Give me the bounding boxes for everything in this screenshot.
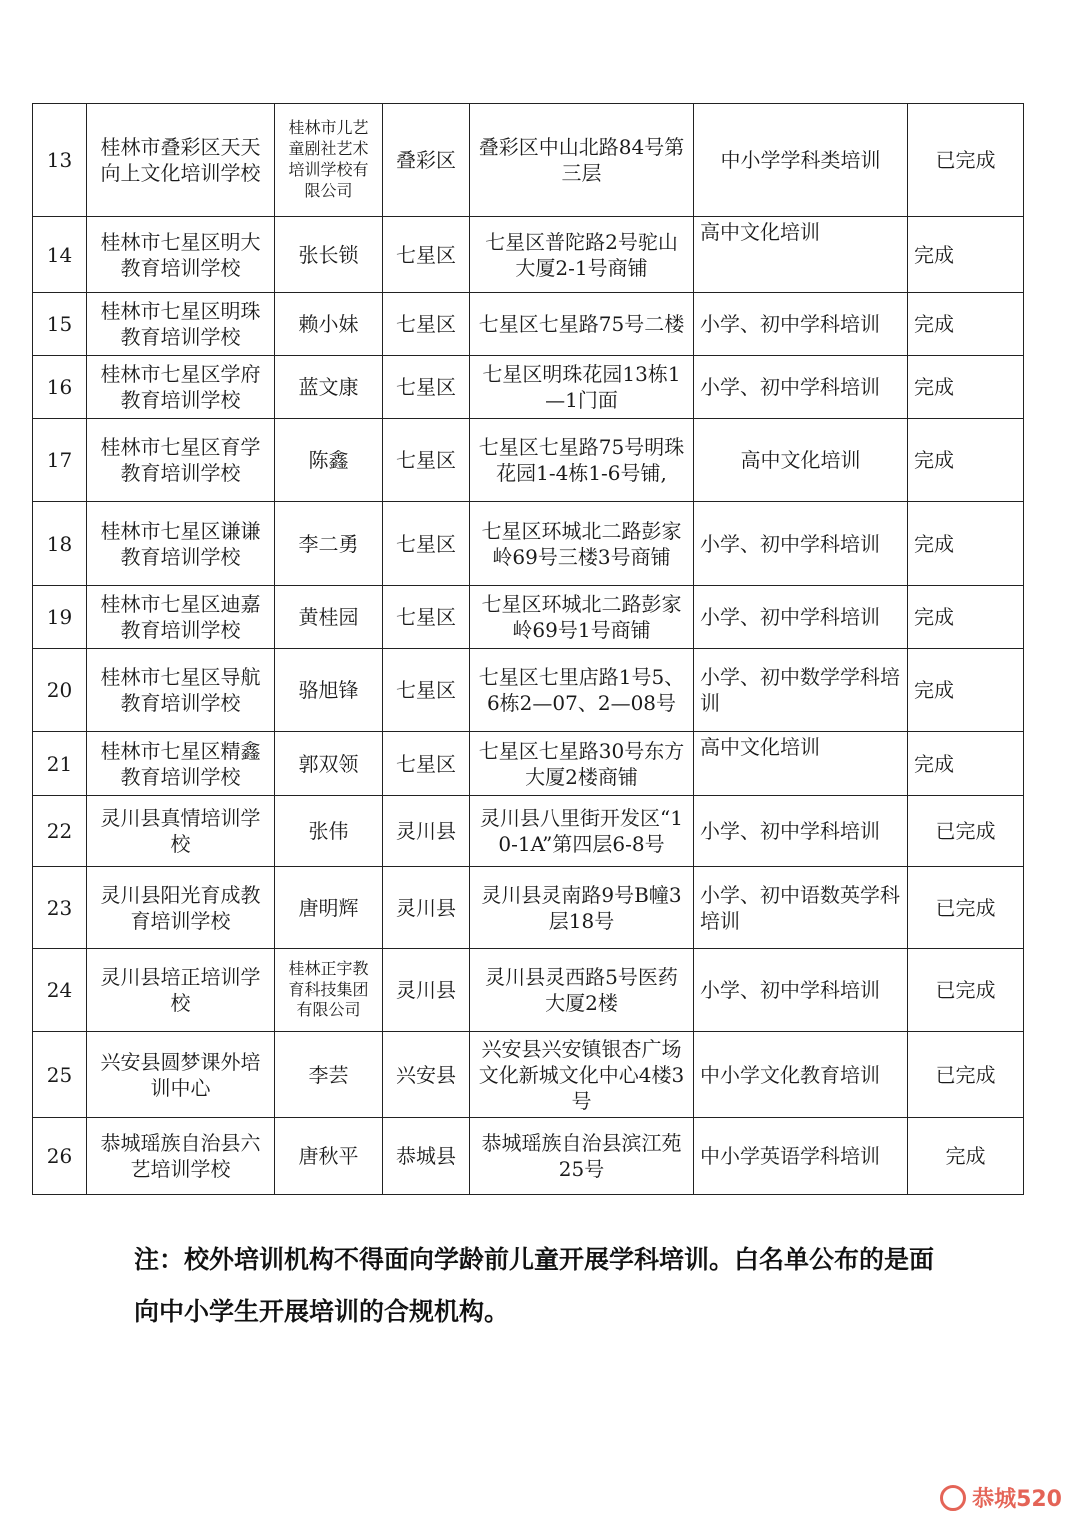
district: 七星区 bbox=[383, 356, 470, 419]
district: 七星区 bbox=[383, 217, 470, 293]
institution-name: 桂林市七星区精鑫教育培训学校 bbox=[87, 732, 275, 796]
institution-name: 桂林市七星区导航教育培训学校 bbox=[87, 649, 275, 732]
row-number: 18 bbox=[33, 502, 87, 586]
district: 灵川县 bbox=[383, 867, 470, 949]
watermark-text: 恭城520 bbox=[972, 1487, 1062, 1512]
logo-icon bbox=[940, 1485, 966, 1511]
address: 七星区明珠花园13栋1—1门面 bbox=[470, 356, 694, 419]
row-number: 22 bbox=[33, 796, 87, 867]
district: 恭城县 bbox=[383, 1118, 470, 1195]
row-number: 23 bbox=[33, 867, 87, 949]
sponsor: 郭双领 bbox=[275, 732, 383, 796]
institution-name: 桂林市七星区学府教育培训学校 bbox=[87, 356, 275, 419]
status: 已完成 bbox=[908, 1032, 1024, 1118]
row-number: 24 bbox=[33, 949, 87, 1032]
row-number: 14 bbox=[33, 217, 87, 293]
status: 完成 bbox=[908, 419, 1024, 502]
sponsor: 李芸 bbox=[275, 1032, 383, 1118]
sponsor: 张伟 bbox=[275, 796, 383, 867]
status: 已完成 bbox=[908, 867, 1024, 949]
sponsor: 蓝文康 bbox=[275, 356, 383, 419]
sponsor: 桂林正宇教育科技集团有限公司 bbox=[275, 949, 383, 1032]
institution-name: 桂林市七星区迪嘉教育培训学校 bbox=[87, 586, 275, 649]
district: 灵川县 bbox=[383, 949, 470, 1032]
district: 灵川县 bbox=[383, 796, 470, 867]
training-scope: 小学、初中学科培训 bbox=[694, 502, 908, 586]
district: 七星区 bbox=[383, 293, 470, 356]
institution-name: 桂林市七星区明珠教育培训学校 bbox=[87, 293, 275, 356]
status: 完成 bbox=[908, 293, 1024, 356]
table-row bbox=[33, 796, 1024, 867]
table-row bbox=[33, 217, 1024, 293]
table-row bbox=[33, 867, 1024, 949]
table-row bbox=[33, 419, 1024, 502]
training-scope: 小学、初中学科培训 bbox=[694, 949, 908, 1032]
table-row bbox=[33, 949, 1024, 1032]
training-scope: 小学、初中学科培训 bbox=[694, 796, 908, 867]
row-number: 13 bbox=[33, 104, 87, 217]
district: 七星区 bbox=[383, 586, 470, 649]
training-scope: 中小学学科类培训 bbox=[694, 104, 908, 217]
status: 完成 bbox=[908, 502, 1024, 586]
district: 兴安县 bbox=[383, 1032, 470, 1118]
sponsor: 陈鑫 bbox=[275, 419, 383, 502]
table-row bbox=[33, 293, 1024, 356]
institution-name: 桂林市叠彩区天天向上文化培训学校 bbox=[87, 104, 275, 217]
sponsor: 张长锁 bbox=[275, 217, 383, 293]
sponsor: 黄桂园 bbox=[275, 586, 383, 649]
table-row bbox=[33, 1032, 1024, 1118]
institution-name: 灵川县培正培训学校 bbox=[87, 949, 275, 1032]
row-number: 17 bbox=[33, 419, 87, 502]
sponsor: 李二勇 bbox=[275, 502, 383, 586]
status: 完成 bbox=[908, 356, 1024, 419]
district: 叠彩区 bbox=[383, 104, 470, 217]
row-number: 19 bbox=[33, 586, 87, 649]
status: 完成 bbox=[908, 586, 1024, 649]
address: 兴安县兴安镇银杏广场文化新城文化中心4楼3号 bbox=[470, 1032, 694, 1118]
status: 完成 bbox=[908, 217, 1024, 293]
row-number: 21 bbox=[33, 732, 87, 796]
table-body bbox=[33, 104, 1024, 1195]
institution-name: 灵川县真情培训学校 bbox=[87, 796, 275, 867]
institution-name: 兴安县圆梦课外培训中心 bbox=[87, 1032, 275, 1118]
table-row bbox=[33, 104, 1024, 217]
row-number: 26 bbox=[33, 1118, 87, 1195]
address: 灵川县八里街开发区“10-1A”第四层6-8号 bbox=[470, 796, 694, 867]
training-scope: 高中文化培训 bbox=[694, 732, 908, 796]
address: 七星区七星路30号东方大厦2楼商铺 bbox=[470, 732, 694, 796]
status: 已完成 bbox=[908, 104, 1024, 217]
row-number: 15 bbox=[33, 293, 87, 356]
status: 已完成 bbox=[908, 949, 1024, 1032]
table-row bbox=[33, 586, 1024, 649]
sponsor: 骆旭锋 bbox=[275, 649, 383, 732]
institution-name: 桂林市七星区谦谦教育培训学校 bbox=[87, 502, 275, 586]
status: 已完成 bbox=[908, 796, 1024, 867]
training-scope: 小学、初中语数英学科培训 bbox=[694, 867, 908, 949]
watermark bbox=[940, 1482, 1062, 1513]
training-scope: 小学、初中数学学科培训 bbox=[694, 649, 908, 732]
training-scope: 高中文化培训 bbox=[694, 217, 908, 293]
address: 叠彩区中山北路84号第三层 bbox=[470, 104, 694, 217]
address: 灵川县灵西路5号医药大厦2楼 bbox=[470, 949, 694, 1032]
address: 七星区环城北二路彭家岭69号三楼3号商铺 bbox=[470, 502, 694, 586]
sponsor: 唐秋平 bbox=[275, 1118, 383, 1195]
institution-name: 灵川县阳光育成教育培训学校 bbox=[87, 867, 275, 949]
sponsor: 唐明辉 bbox=[275, 867, 383, 949]
district: 七星区 bbox=[383, 649, 470, 732]
row-number: 25 bbox=[33, 1032, 87, 1118]
institution-name: 桂林市七星区明大教育培训学校 bbox=[87, 217, 275, 293]
address: 七星区七里店路1号5、6栋2—07、2—08号 bbox=[470, 649, 694, 732]
institution-name: 恭城瑶族自治县六艺培训学校 bbox=[87, 1118, 275, 1195]
sponsor: 桂林市儿艺童剧社艺术培训学校有限公司 bbox=[275, 104, 383, 217]
training-scope: 中小学文化教育培训 bbox=[694, 1032, 908, 1118]
address: 恭城瑶族自治县滨江苑25号 bbox=[470, 1118, 694, 1195]
row-number: 20 bbox=[33, 649, 87, 732]
table-row bbox=[33, 1118, 1024, 1195]
training-scope: 高中文化培训 bbox=[694, 419, 908, 502]
district: 七星区 bbox=[383, 502, 470, 586]
sponsor: 赖小妹 bbox=[275, 293, 383, 356]
institution-name: 桂林市七星区育学教育培训学校 bbox=[87, 419, 275, 502]
table-row bbox=[33, 732, 1024, 796]
table-row bbox=[33, 649, 1024, 732]
address: 七星区普陀路2号驼山大厦2-1号商铺 bbox=[470, 217, 694, 293]
address: 七星区七星路75号二楼 bbox=[470, 293, 694, 356]
status: 完成 bbox=[908, 732, 1024, 796]
status: 完成 bbox=[908, 649, 1024, 732]
institution-table bbox=[32, 103, 1024, 1195]
footnote: 注：校外培训机构不得面向学龄前儿童开展学科培训。白名单公布的是面向中小学生开展培训的合规机构。 bbox=[134, 1245, 935, 1326]
address: 灵川县灵南路9号B幢3层18号 bbox=[470, 867, 694, 949]
address: 七星区环城北二路彭家岭69号1号商铺 bbox=[470, 586, 694, 649]
training-scope: 小学、初中学科培训 bbox=[694, 293, 908, 356]
training-scope: 中小学英语学科培训 bbox=[694, 1118, 908, 1195]
address: 七星区七星路75号明珠花园1-4栋1-6号铺, bbox=[470, 419, 694, 502]
training-scope: 小学、初中学科培训 bbox=[694, 356, 908, 419]
row-number: 16 bbox=[33, 356, 87, 419]
training-scope: 小学、初中学科培训 bbox=[694, 586, 908, 649]
table-row bbox=[33, 356, 1024, 419]
district: 七星区 bbox=[383, 419, 470, 502]
status: 完成 bbox=[908, 1118, 1024, 1195]
table-row bbox=[33, 502, 1024, 586]
district: 七星区 bbox=[383, 732, 470, 796]
